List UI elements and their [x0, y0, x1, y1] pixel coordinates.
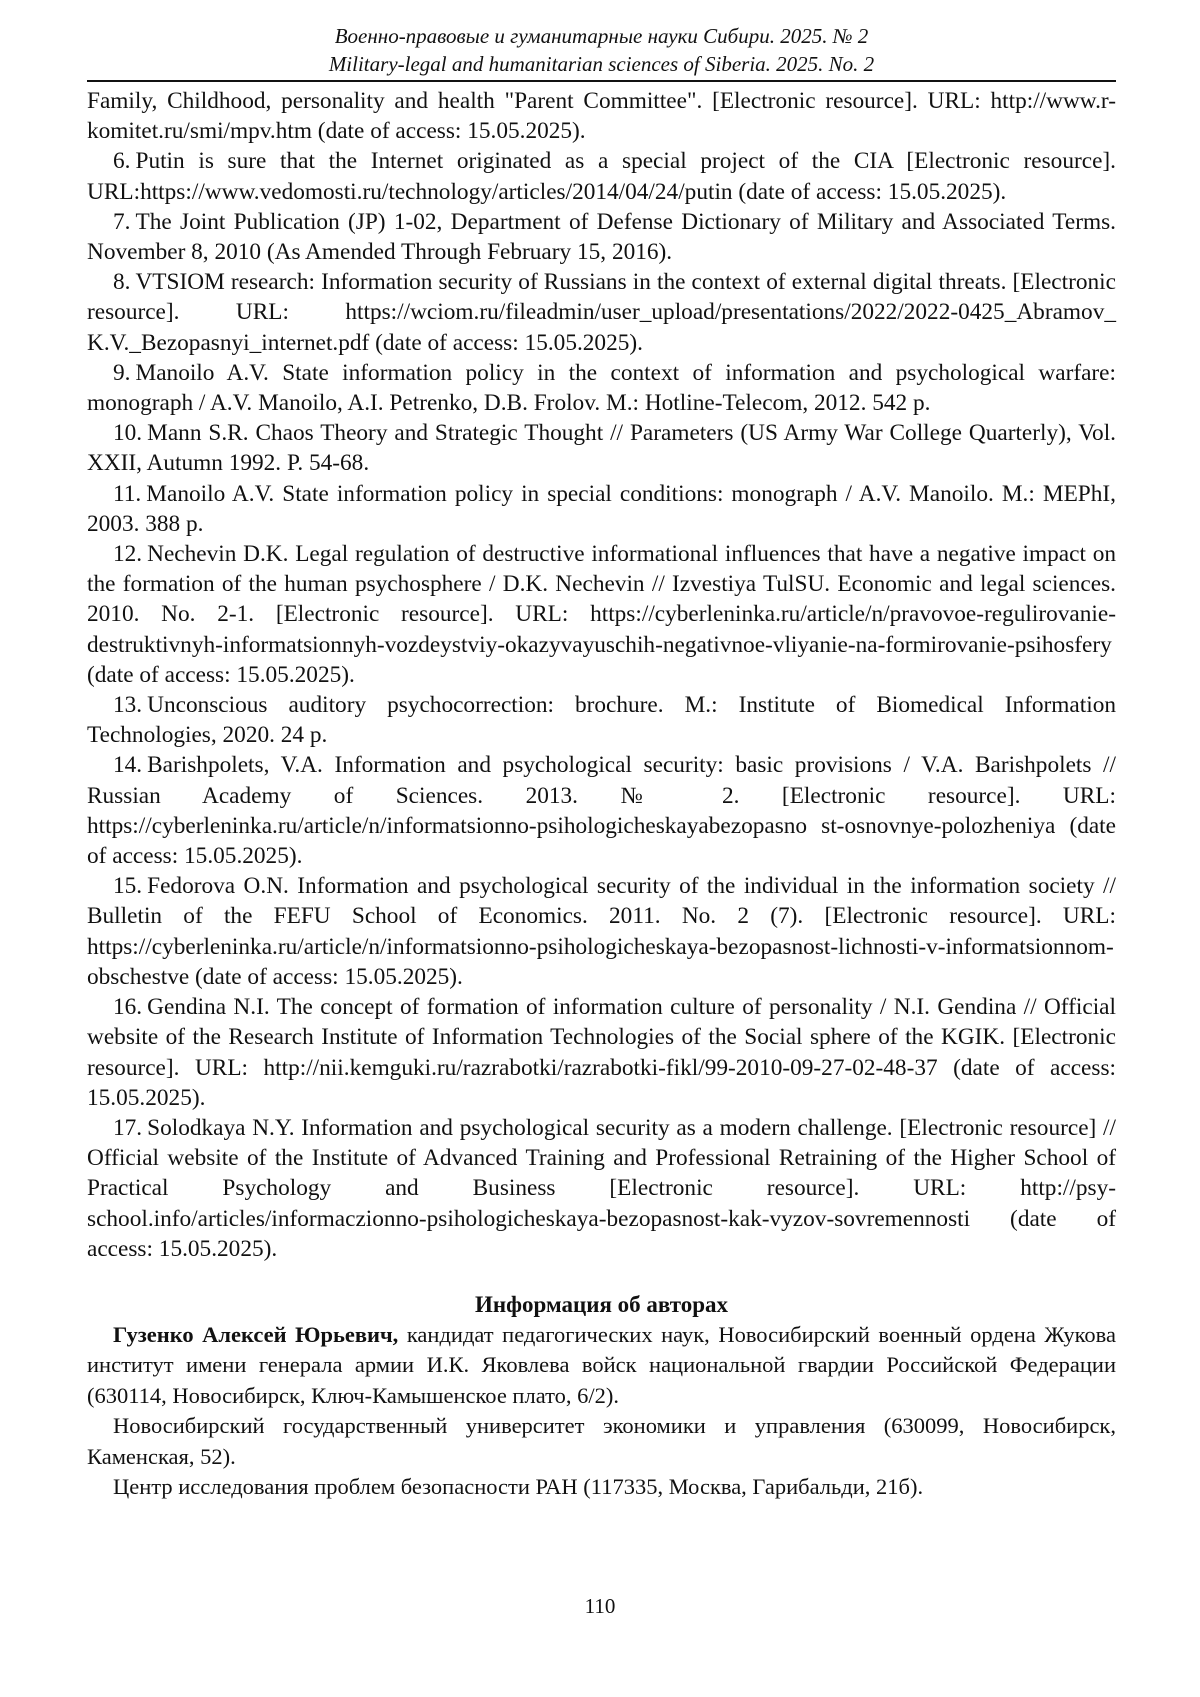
authors-heading: Информация об авторах [474, 1291, 729, 1317]
reference-item: 13. Unconscious auditory psychocorrection: brochure. M.: Institute of Biomedical Information Technologies, 2020. 24 p. [87, 692, 1116, 749]
reference-item: 16. Gendina N.I. The concept of formation of information culture of personality / N.I. Gendina // Official website of the Research Institute of Information Technologies of the Social sphere of the KGIK. [Electronic resource]. URL: http://nii.kemguki.ru/razrabotki/razrabotki-fikl/99-2010-09-27-02-48-37 (date of access: 15.05.2025). [87, 994, 1116, 1111]
reference-item: 12. Nechevin D.K. Legal regulation of destructive informational influences that have a negative impact on the formation of the human psychosphere / D.K. Nechevin // Izvestiya TulSU. Economic and legal sciences. 2010. No. 2-1. [Electronic resource]. URL: https://cyberleninka.ru/article/n/pravovoe-regulirovanie-destruktivnyh-informatsionnyh-vozdeystviy-okazyvayuschih-negativnoe-vliyanie-na-formirovanie-psihosfery (date of access: 15.05.2025). [87, 541, 1116, 688]
authors-info [87, 1320, 1116, 1503]
reference-item: 11. Manoilo A.V. State information policy in special conditions: monograph / A.V. Manoilo. M.: MEPhI, 2003. 388 p. [87, 480, 1116, 537]
page-number: 110 [584, 1594, 616, 1618]
reference-item: 8. VTSIOM research: Information security of Russians in the context of external digital threats. [Electronic resource]. URL: https://wciom.ru/fileadmin/user_upload/presentations/2022/2022-0425_Abramov_ K.V._Bezopasnyi_internet.pdf (date of access: 15.05.2025). [87, 269, 1116, 356]
reference-item: 7. The Joint Publication (JP) 1-02, Department of Defense Dictionary of Military and Associated Terms. November 8, 2010 (As Amended Through February 15, 2016). [87, 208, 1116, 266]
reference-continuation: Family, Childhood, personality and health "Parent Committee". [Electronic resource]. URL: http://www.r-komitet.ru/smi/mpv.htm (date of access: 15.05.2025). [87, 88, 1116, 145]
header-line-en: Military-legal and humanitarian sciences of Siberia. 2025. No. 2 [328, 52, 875, 76]
running-header [87, 0, 1116, 78]
header-rule [87, 80, 1116, 82]
author-affiliation-2: Новосибирский государственный университет экономики и управления (630099, Новосибирск, Каменская, 52). [87, 1413, 1116, 1469]
author-affiliation-3: Центр исследования проблем безопасности РАН (117335, Москва, Гарибальди, 21б). [113, 1474, 924, 1500]
reference-list [87, 86, 1116, 1264]
header-line-ru: Военно-правовые и гуманитарные науки Сибири. 2025. № 2 [334, 24, 869, 48]
reference-item: 6. Putin is sure that the Internet originated as a special project of the CIA [Electronic resource]. URL:https://www.vedomosti.ru/technology/articles/2014/04/24/putin (date of access: 15.05.2025). [87, 148, 1116, 205]
author-affiliation-1: кандидат педагогических наук, Новосибирский военный ордена Жукова институт имени генерала армии И.К. Яковлева войск национальной гвардии Российской Федерации (630114, Новосибирск, Ключ-Камышенское плато, 6/2). [87, 1321, 1116, 1408]
reference-item: 17. Solodkaya N.Y. Information and psychological security as a modern challenge. [Electronic resource] // Official website of the Institute of Advanced Training and Professional Retraining of the Higher School of Practical Psychology and Business [Electronic resource]. URL: http://psy-school.info/articles/informaczionno-psihologicheskaya-bezopasnost-kak-vyzov-sovremennosti (date of access: 15.05.2025). [87, 1114, 1116, 1262]
author-entry [87, 1320, 1116, 1412]
reference-item: 9. Manoilo A.V. State information policy in the context of information and psychological warfare: monograph / A.V. Manoilo, A.I. Petrenko, D.B. Frolov. M.: Hotline-Telecom, 2012. 542 p. [87, 359, 1116, 417]
author-name: Гузенко Алексей Юрьевич, [113, 1321, 399, 1347]
reference-item: 15. Fedorova O.N. Information and psychological security of the individual in the information society // Bulletin of the FEFU School of Economics. 2011. No. 2 (7). [Electronic resource]. URL: https://cyberleninka.ru/article/n/informatsionno-psihologicheskaya-bezopasnost-lichnosti-v-informatsionnom-obschestve (date of access: 15.05.2025). [87, 873, 1116, 990]
reference-item: 14. Barishpolets, V.A. Information and psychological security: basic provisions / V.A. Barishpolets // Russian Academy of Sciences. 2013. № 2. [Electronic resource]. URL: https://cyberleninka.ru/article/n/informatsionno-psihologicheskayabezopasno st-osnovnye-polozheniya (date of access: 15.05.2025). [87, 752, 1116, 870]
reference-item: 10. Mann S.R. Chaos Theory and Strategic Thought // Parameters (US Army War College Quarterly), Vol. XXII, Autumn 1992. P. 54-68. [87, 420, 1116, 477]
